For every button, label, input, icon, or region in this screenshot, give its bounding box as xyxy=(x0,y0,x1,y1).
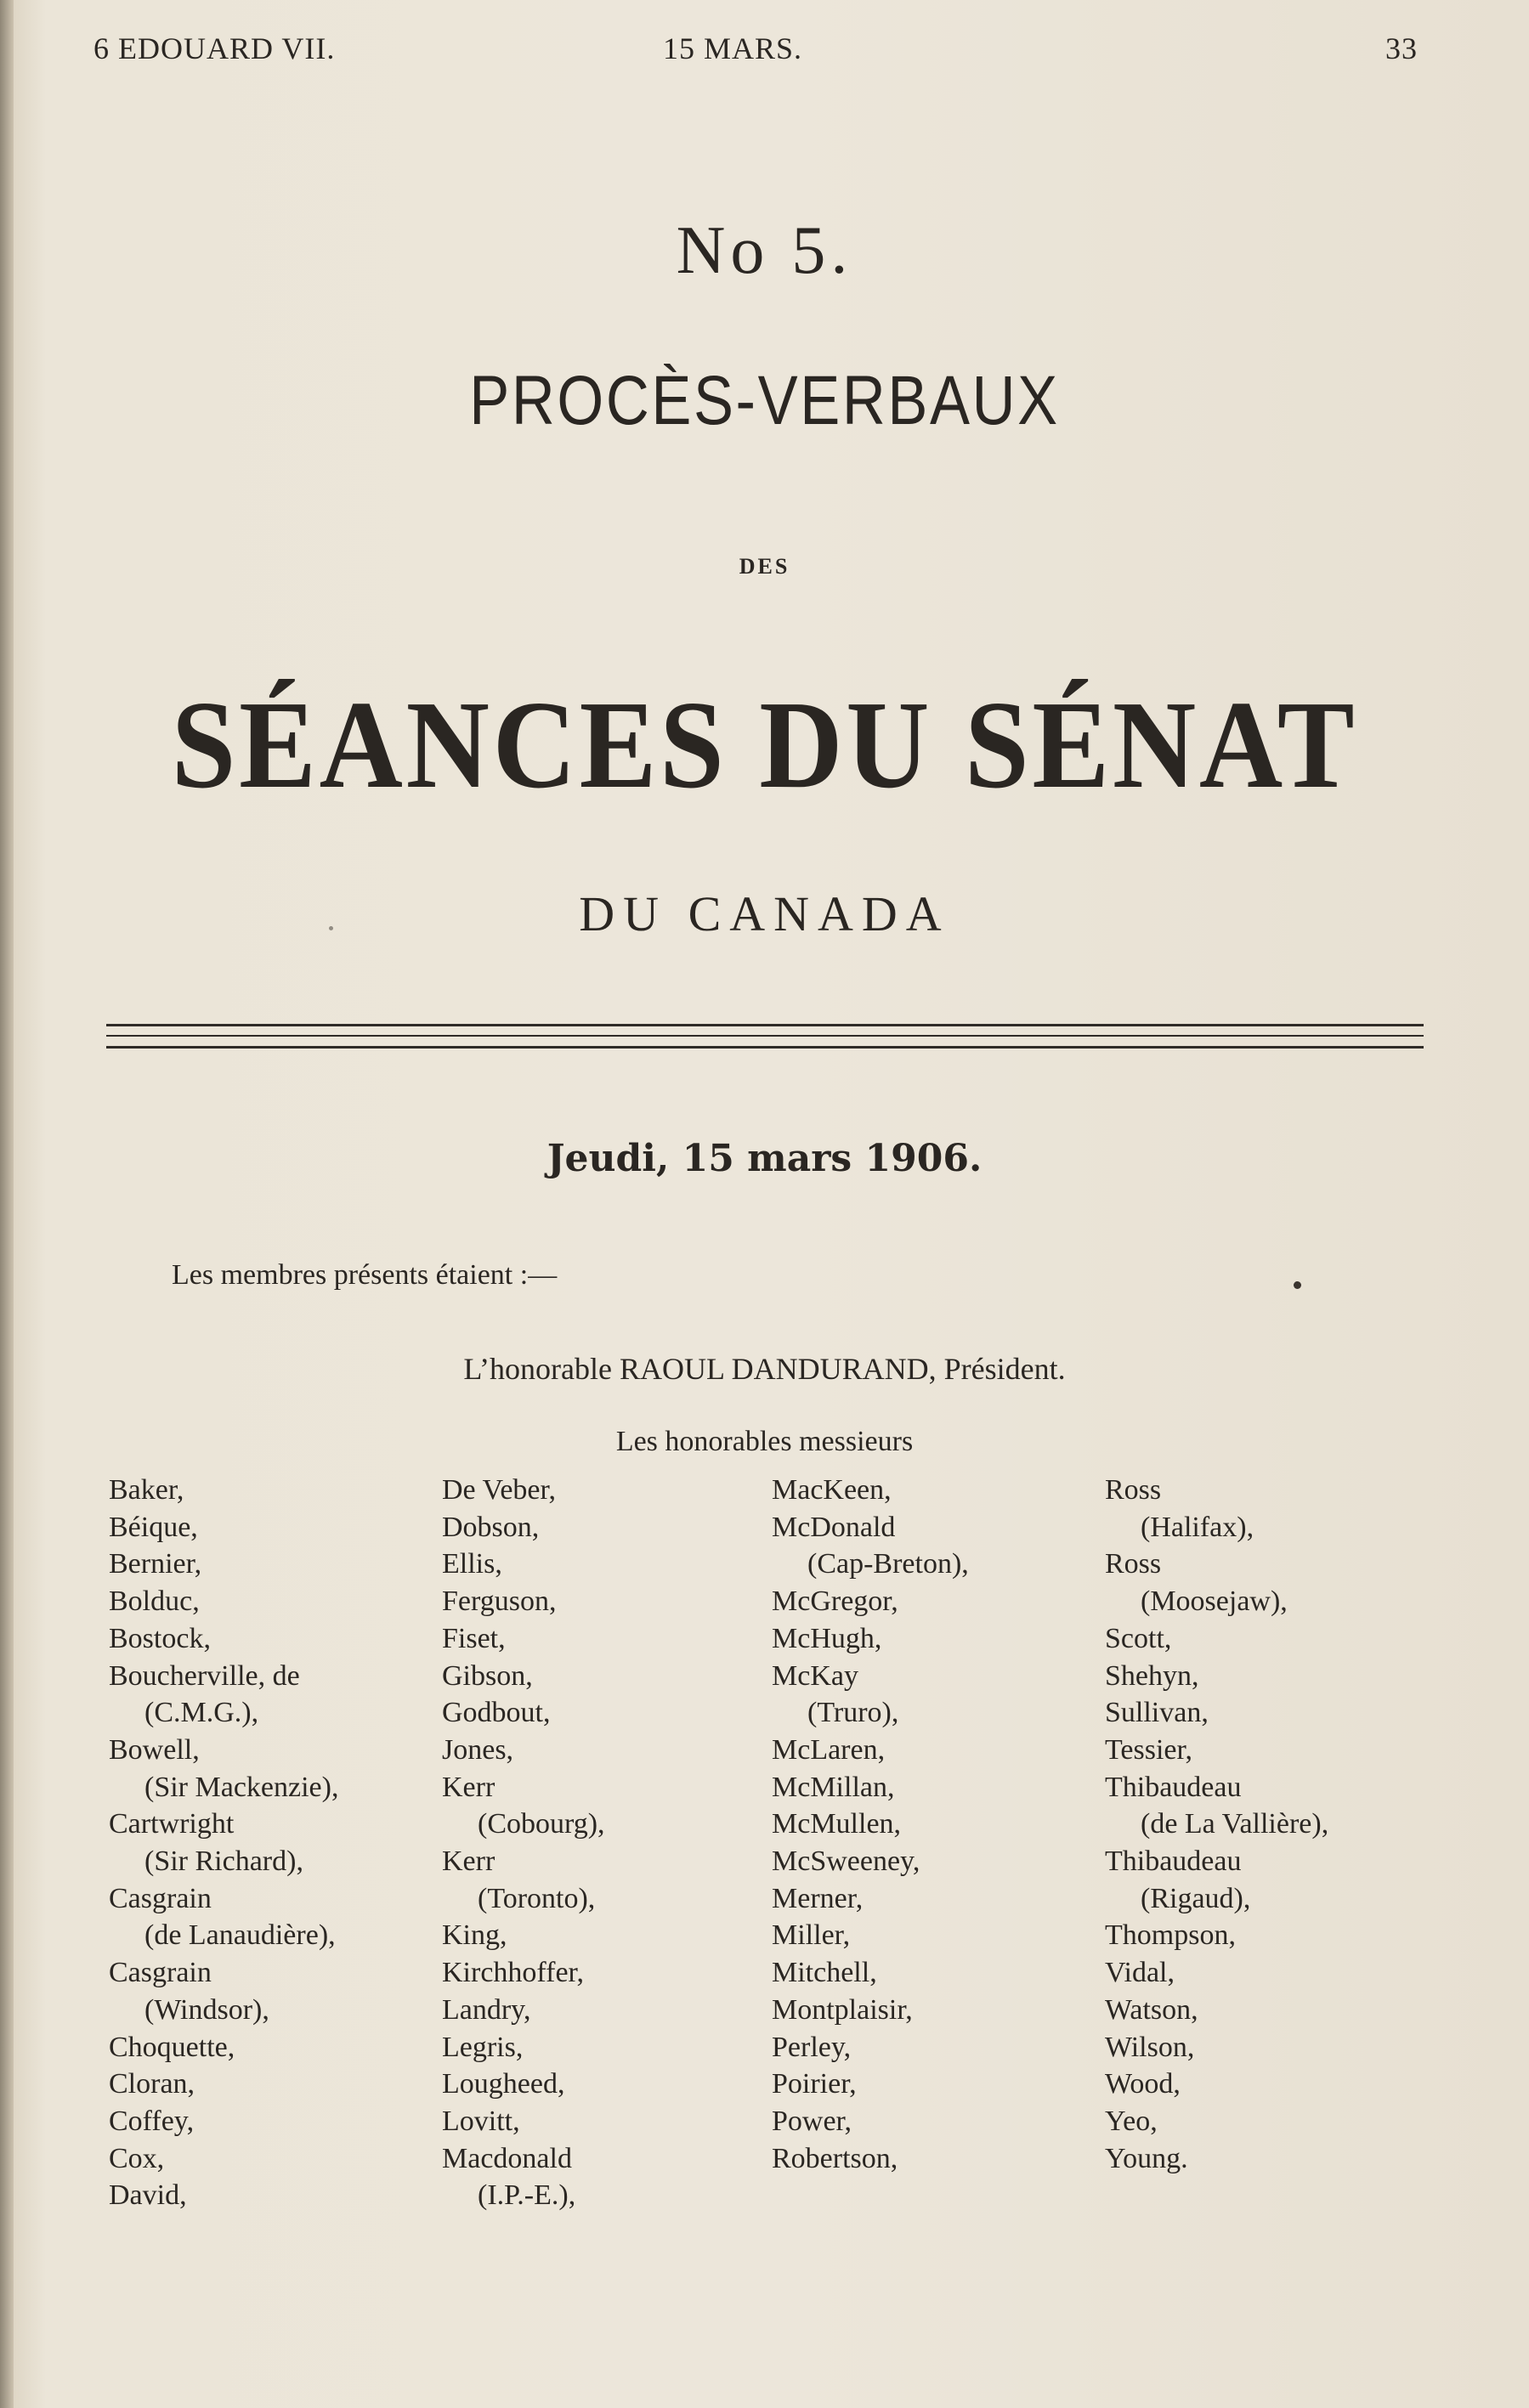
member-name: Robertson, xyxy=(772,2142,898,2174)
member-name: Gibson, xyxy=(442,1659,533,1692)
member-name: Bostock, xyxy=(109,1622,211,1654)
member-name: Thibaudeau xyxy=(1105,1771,1242,1803)
member-name: Choquette, xyxy=(109,2031,235,2063)
member-name: Boucherville, de xyxy=(109,1659,300,1692)
member-name: Perley, xyxy=(772,2031,852,2063)
ink-speck xyxy=(1294,1281,1301,1289)
member-name: Cloran, xyxy=(109,2068,195,2100)
member-name: Scott, xyxy=(1105,1622,1172,1654)
members-column-2 xyxy=(442,1472,605,2214)
member-name: (Sir Richard), xyxy=(144,1846,303,1878)
president-line: L’honorable RAOUL DANDURAND, Président. xyxy=(463,1352,1066,1386)
member-name: Wood, xyxy=(1105,2068,1181,2100)
member-name: (de Lanaudière), xyxy=(144,1919,336,1952)
member-name: (Cobourg), xyxy=(478,1808,605,1840)
member-name: Lougheed, xyxy=(442,2068,565,2100)
member-name: Bolduc, xyxy=(109,1586,200,1618)
member-name: Legris, xyxy=(442,2031,524,2063)
member-name: Bernier, xyxy=(109,1548,202,1580)
member-name: (Truro), xyxy=(807,1697,899,1729)
members-column-1 xyxy=(109,1472,338,2214)
member-name: McKay xyxy=(772,1659,858,1692)
member-name: King, xyxy=(442,1919,507,1952)
title-des: DES xyxy=(739,554,790,579)
member-name: Shehyn, xyxy=(1105,1659,1199,1692)
member-name: Ferguson, xyxy=(442,1586,557,1618)
member-name: (de La Vallière), xyxy=(1141,1808,1329,1840)
member-name: McHugh, xyxy=(772,1622,882,1654)
member-name: (I.P.-E.), xyxy=(478,2179,576,2212)
title-seances-du-senat: SÉANCES DU SÉNAT xyxy=(171,675,1358,815)
member-name: Béique, xyxy=(109,1511,198,1543)
member-name: Kirchhoffer, xyxy=(442,1957,584,1989)
member-name: Lovitt, xyxy=(442,2105,520,2137)
member-name: (Moosejaw), xyxy=(1141,1586,1288,1618)
member-name: (Rigaud), xyxy=(1141,1882,1251,1914)
member-name: Power, xyxy=(772,2105,852,2137)
member-name: Wilson, xyxy=(1105,2031,1195,2063)
member-name: Landry, xyxy=(442,1993,531,2026)
member-name: Baker, xyxy=(109,1474,184,1506)
member-name: Watson, xyxy=(1105,1993,1198,2026)
member-name: Kerr xyxy=(442,1846,496,1878)
member-name: McDonald xyxy=(772,1511,896,1543)
honorables-heading: Les honorables messieurs xyxy=(615,1426,914,1457)
member-name: Mitchell, xyxy=(772,1957,877,1989)
member-name: Kerr xyxy=(442,1771,496,1803)
member-name: (Windsor), xyxy=(144,1993,269,2026)
member-name: Tessier, xyxy=(1105,1733,1192,1766)
member-name: Dobson, xyxy=(442,1511,540,1543)
member-name: Godbout, xyxy=(442,1697,551,1729)
member-name: Miller, xyxy=(772,1919,851,1952)
member-name: Casgrain xyxy=(109,1957,212,1989)
member-name: Ross xyxy=(1105,1548,1162,1580)
member-name: Bowell, xyxy=(109,1733,200,1766)
member-name: MacKeen, xyxy=(772,1474,892,1506)
member-name: Young. xyxy=(1105,2142,1188,2174)
member-name: Merner, xyxy=(772,1882,864,1914)
issue-number: No 5. xyxy=(676,213,853,288)
member-name: McLaren, xyxy=(772,1733,886,1766)
member-name: Poirier, xyxy=(772,2068,857,2100)
members-column-4 xyxy=(1105,1472,1328,2177)
running-head-left: 6 EDOUARD VII. xyxy=(93,31,336,65)
member-name: Fiset, xyxy=(442,1622,506,1654)
member-name: Cox, xyxy=(109,2142,165,2174)
member-name: McGregor, xyxy=(772,1586,898,1618)
member-name: Coffey, xyxy=(109,2105,195,2137)
member-name: (Halifax), xyxy=(1141,1511,1254,1543)
member-name: (Sir Mackenzie), xyxy=(144,1771,339,1803)
ink-speck xyxy=(329,926,333,930)
members-column-3 xyxy=(772,1472,969,2177)
binding-edge xyxy=(0,0,14,2408)
member-name: (Toronto), xyxy=(478,1882,596,1914)
divider-rule xyxy=(106,1024,1424,1026)
member-name: Casgrain xyxy=(109,1882,212,1914)
member-name: De Veber, xyxy=(442,1474,556,1506)
member-name: David, xyxy=(109,2179,187,2212)
page-number: 33 xyxy=(1385,31,1418,65)
member-name: Jones, xyxy=(442,1733,514,1766)
title-proces-verbaux: PROCÈS-VERBAUX xyxy=(469,362,1060,439)
divider-rule xyxy=(106,1046,1424,1049)
session-date: Jeudi, 15 mars 1906. xyxy=(546,1137,983,1180)
member-name: (Cap-Breton), xyxy=(807,1548,969,1580)
member-name: McMillan, xyxy=(772,1771,895,1803)
member-name: Cartwright xyxy=(109,1808,235,1840)
member-name: Yeo, xyxy=(1105,2105,1158,2137)
member-name: McSweeney, xyxy=(772,1846,920,1878)
member-name: Thompson, xyxy=(1105,1919,1236,1952)
running-head-date: 15 MARS. xyxy=(663,31,803,65)
member-name: McMullen, xyxy=(772,1808,902,1840)
member-name: Ellis, xyxy=(442,1548,502,1580)
member-name: Montplaisir, xyxy=(772,1993,913,2026)
title-du-canada: DU CANADA xyxy=(579,886,950,941)
member-name: Ross xyxy=(1105,1474,1162,1506)
members-intro: Les membres présents étaient :— xyxy=(172,1259,558,1291)
divider-rule xyxy=(106,1035,1424,1037)
member-name: Sullivan, xyxy=(1105,1697,1209,1729)
member-name: Macdonald xyxy=(442,2142,572,2174)
member-name: Vidal, xyxy=(1105,1957,1175,1989)
member-name: (C.M.G.), xyxy=(144,1697,259,1729)
member-name: Thibaudeau xyxy=(1105,1846,1242,1878)
